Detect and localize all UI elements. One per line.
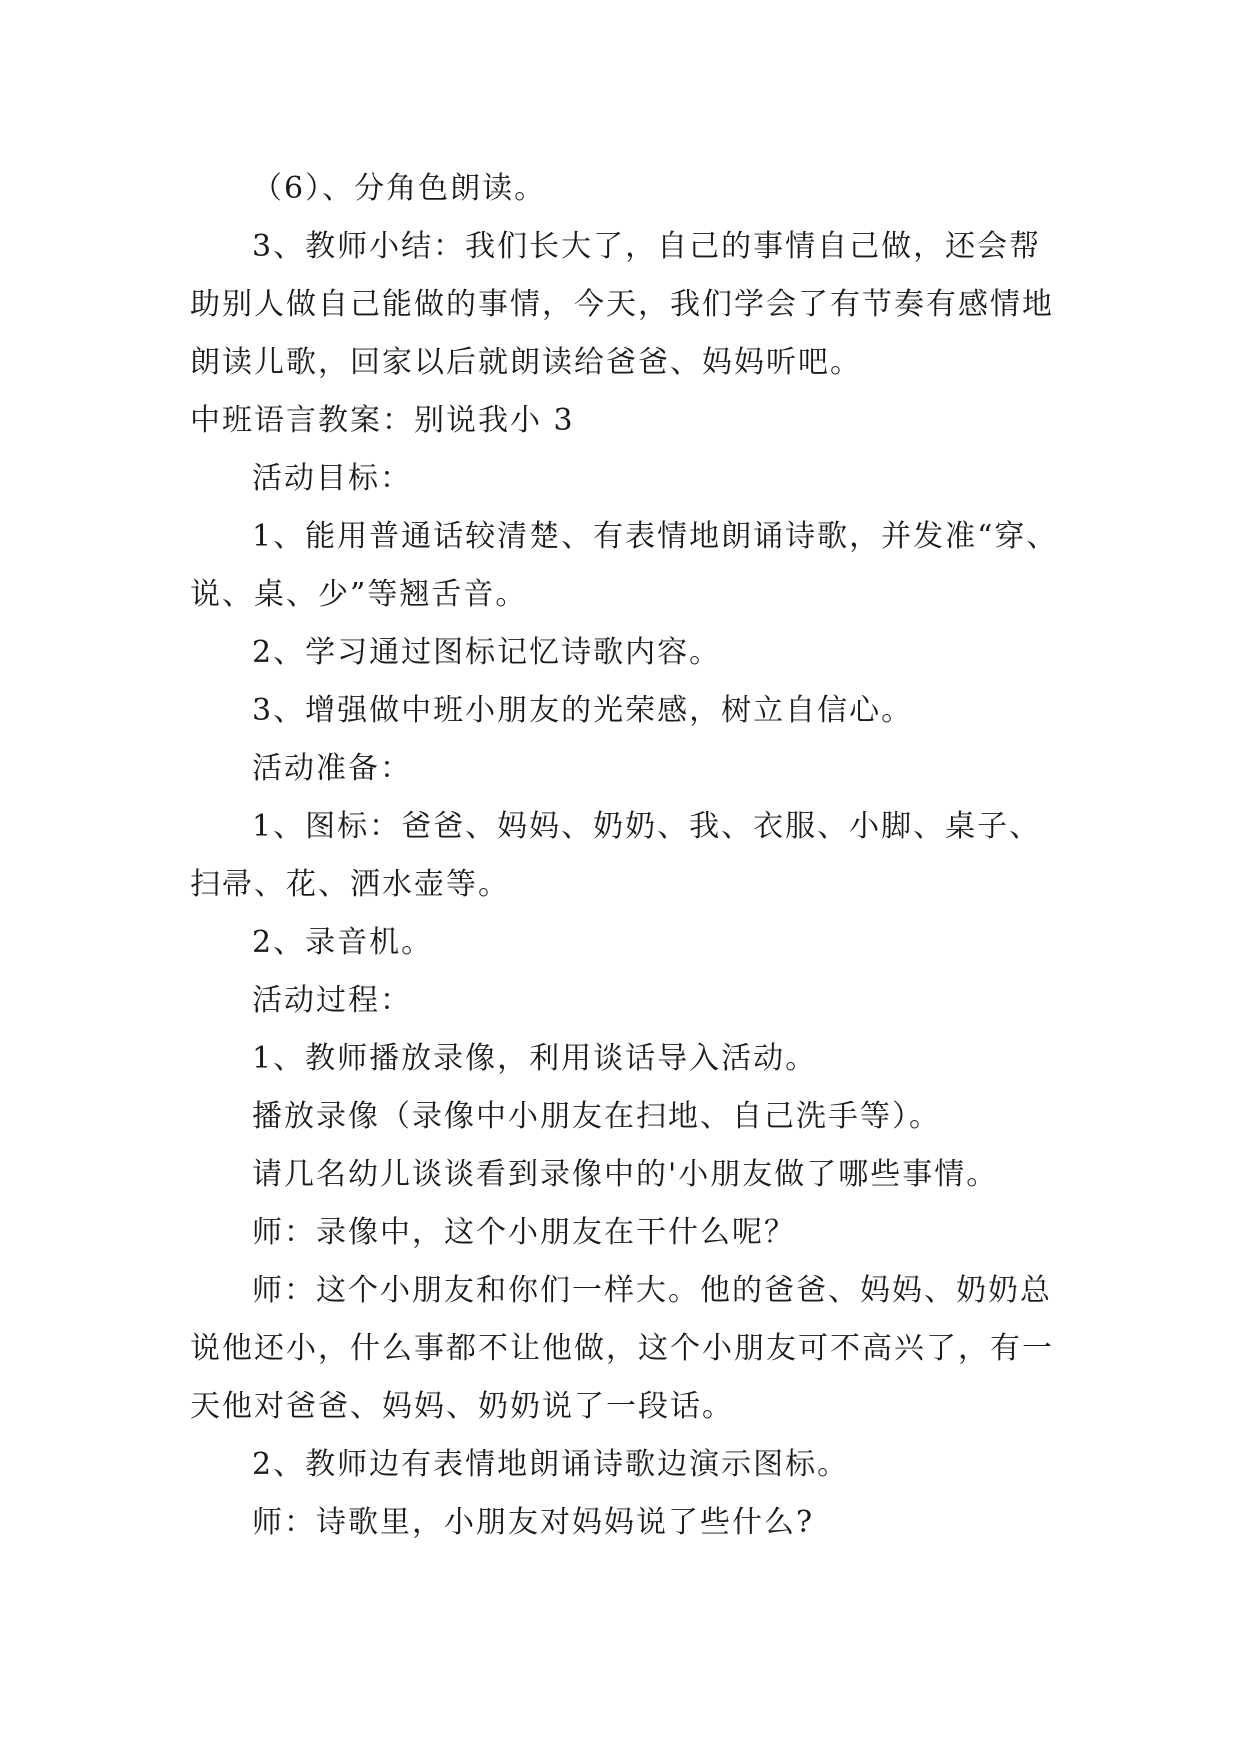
paragraph: 活动目标： [252,461,412,496]
paragraph: 3、增强做中班小朋友的光荣感，树立自信心。 [252,693,914,728]
paragraph: 2、学习通过图标记忆诗歌内容。 [252,635,722,670]
paragraph: 师：这个小朋友和你们一样大。他的爸爸、妈妈、奶奶总说他还小，什么事都不让他做，这个小朋友可不高兴了，有一天他对爸爸、妈妈、奶奶说了一段话。 [190,1273,1054,1424]
paragraph: 1、图标：爸爸、妈妈、奶奶、我、衣服、小脚、桌子、扫帚、花、洒水壶等。 [190,809,1042,902]
section-heading: 中班语言教案：别说我小 3 [190,403,575,438]
paragraph: 师：诗歌里，小朋友对妈妈说了些什么? [252,1505,815,1540]
paragraph: 请几名幼儿谈谈看到录像中的'小朋友做了哪些事情。 [252,1157,999,1192]
paragraph: 1、能用普通话较清楚、有表情地朗诵诗歌，并发准“穿、说、桌、少”等翘舌音。 [190,519,1059,612]
paragraph: 活动准备： [252,751,412,786]
paragraph: （6）、分角色朗读。 [252,171,547,206]
paragraph: 1、教师播放录像，利用谈话导入活动。 [252,1041,818,1076]
paragraph: 活动过程： [252,983,412,1018]
paragraph: 2、教师边有表情地朗诵诗歌边演示图标。 [252,1447,850,1482]
document-body [190,160,1070,1552]
paragraph: 2、录音机。 [252,925,434,960]
paragraph: 师：录像中，这个小朋友在干什么呢？ [252,1215,796,1250]
paragraph: 播放录像（录像中小朋友在扫地、自己洗手等）。 [252,1099,941,1134]
paragraph: 3、教师小结：我们长大了，自己的事情自己做，还会帮助别人做自己能做的事情，今天，我们学会了有节奏有感情地朗读儿歌，回家以后就朗读给爸爸、妈妈听吧。 [190,229,1054,380]
